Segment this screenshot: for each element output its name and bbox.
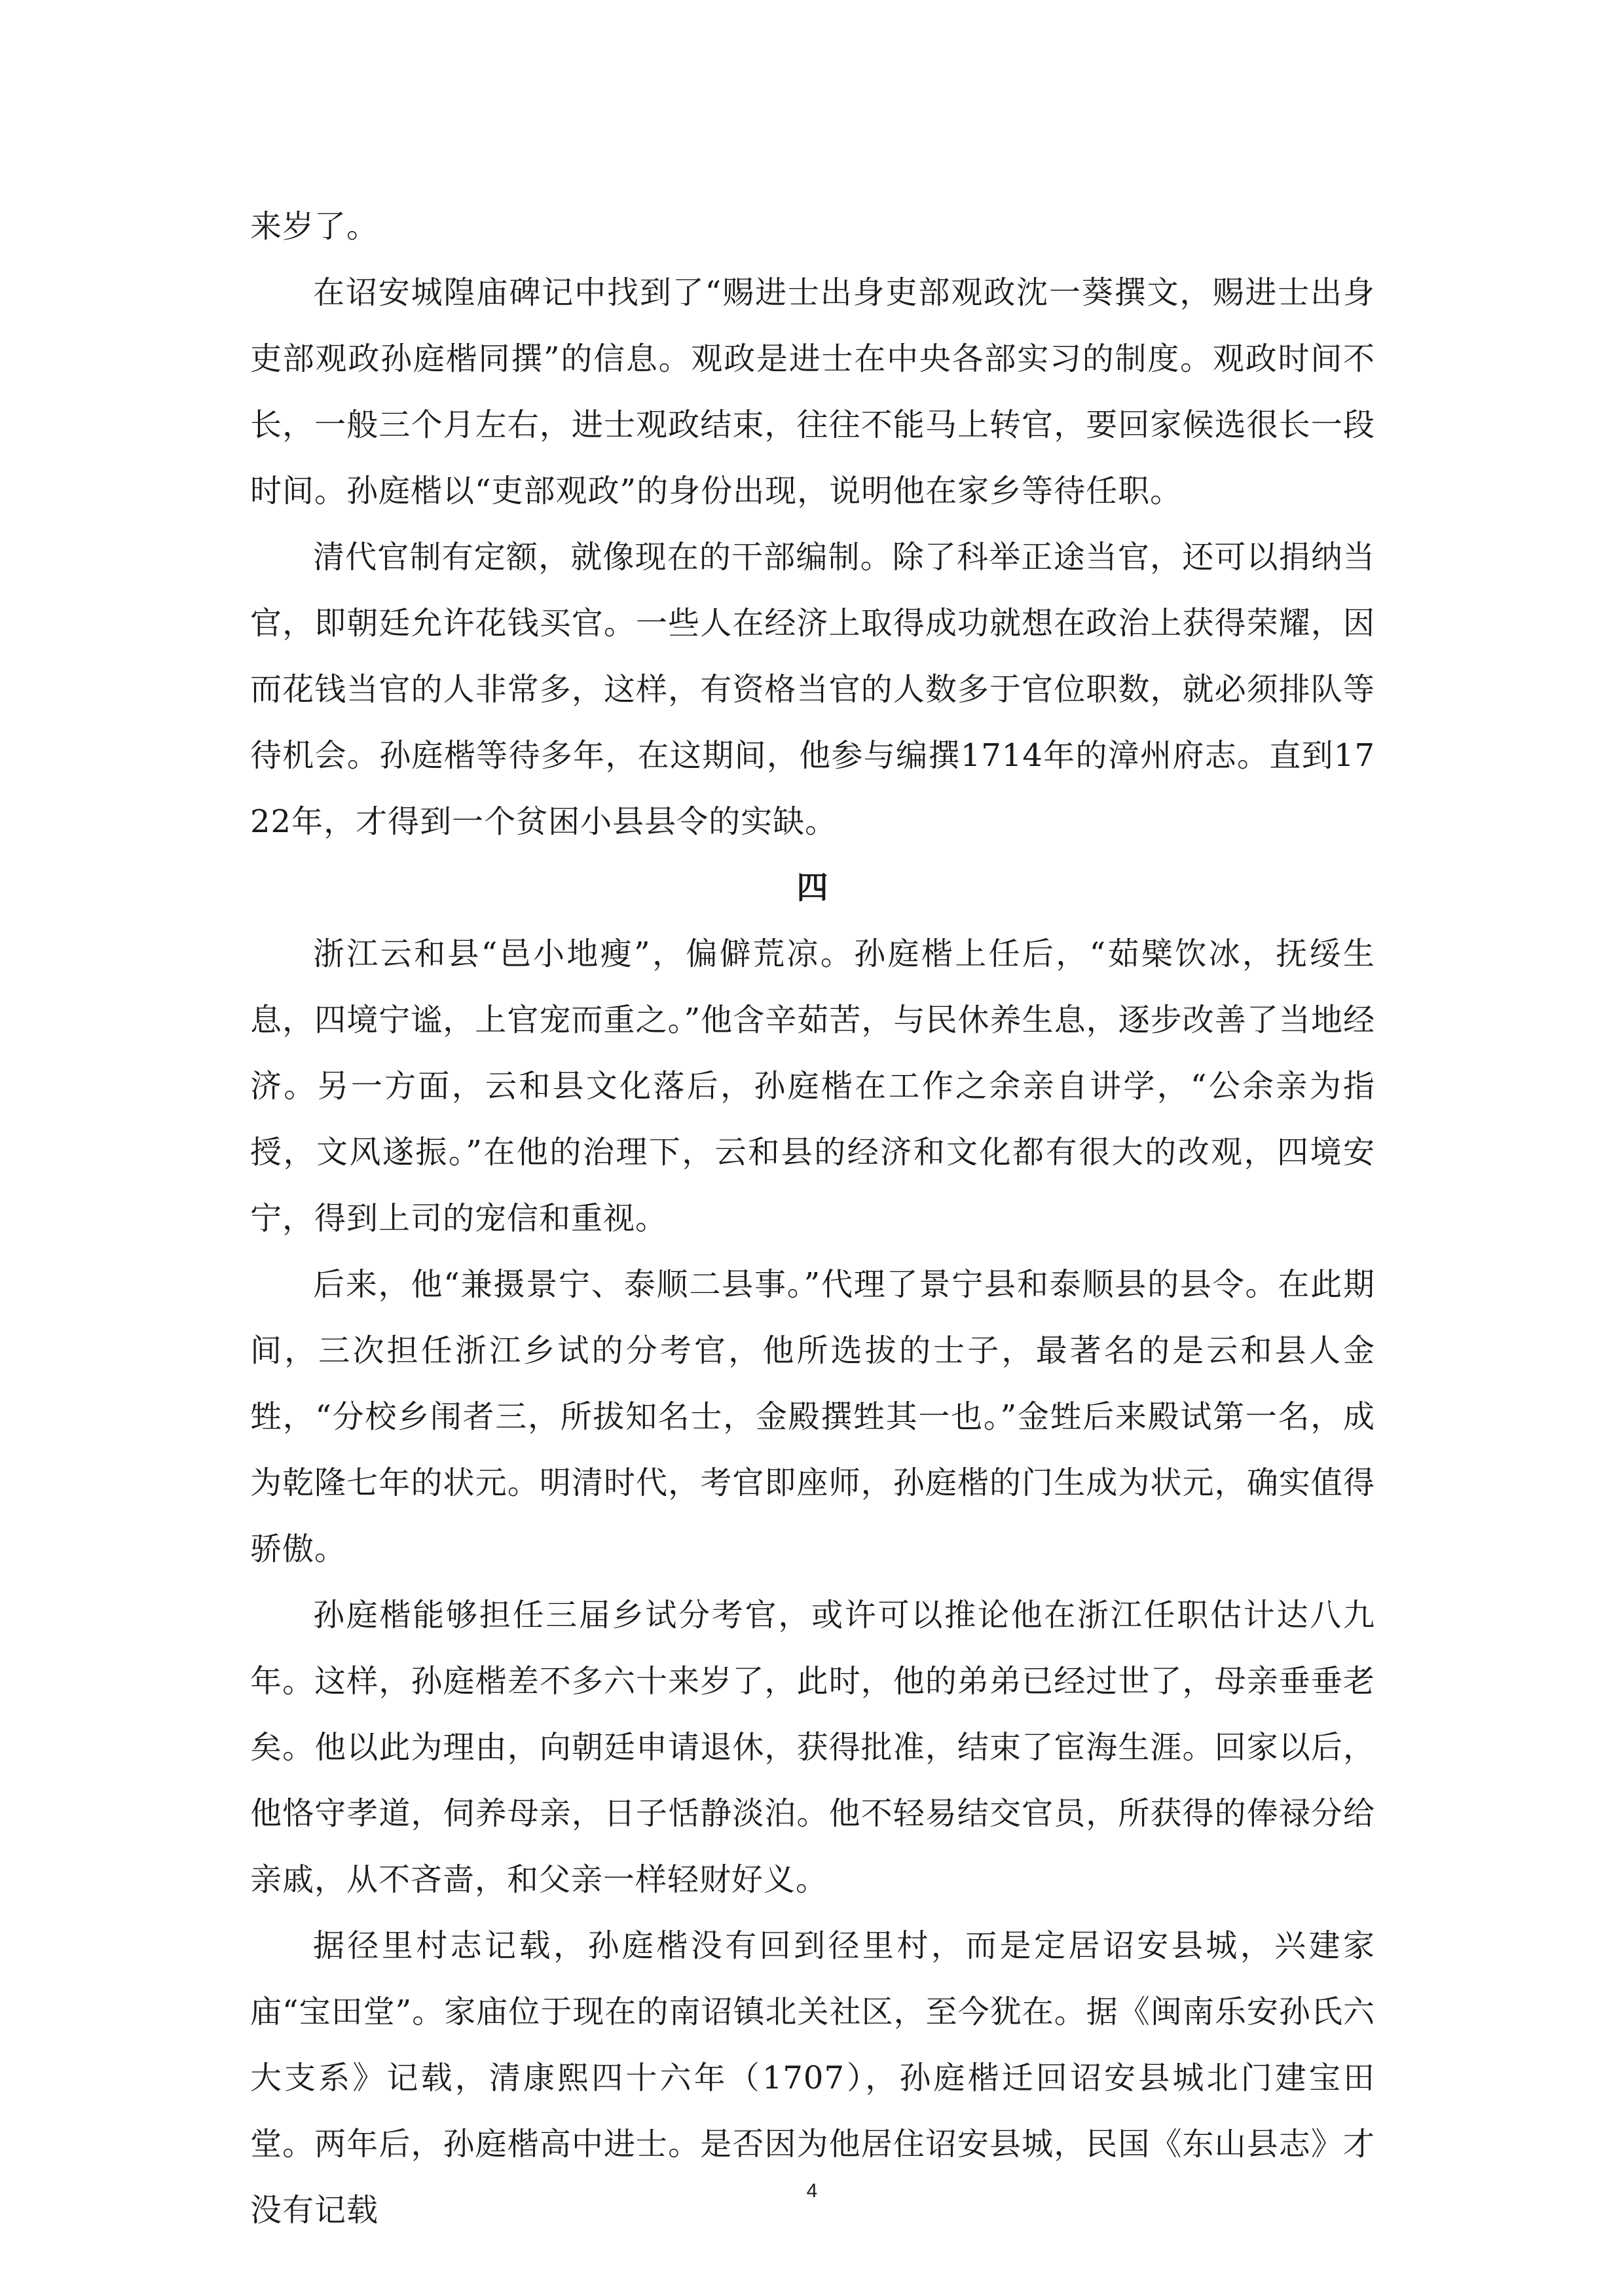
paragraph-family-temple: 据径里村志记载，孙庭楷没有回到径里村，而是定居诏安县城，兴建家庙“宝田堂”。家庙位于现在的南诏镇北关社区，至今犹在。据《闽南乐安孙氏六大支系》记载，清康熙四十六年（1707），孙庭楷迁回诏安县城北门建宝田堂。两年后，孙庭楷高中进士。是否因为他居住诏安县城，民国《东山县志》才没有记载 (250, 1927, 1375, 2229)
body-text (250, 194, 1375, 2244)
section-heading: 四 (796, 869, 829, 906)
paragraph-official-quota: 清代官制有定额，就像现在的干部编制。除了科举正途当官，还可以捐纳当官，即朝廷允许花钱买官。一些人在经济上取得成功就想在政治上获得荣耀，因而花钱当官的人非常多，这样，有资格当官的人数多于官位职数，就必须排队等待机会。孙庭楷等待多年，在这期间，他参与编撰1714年的漳州府志。直到1722年，才得到一个贫困小县县令的实缺。 (250, 539, 1375, 840)
page-number: 4 (806, 2180, 818, 2202)
paragraph-inscription: 在诏安城隍庙碑记中找到了“赐进士出身吏部观政沈一葵撰文，赐进士出身吏部观政孙庭楷同撰”的信息。观政是进士在中央各部实习的制度。观政时间不长，一般三个月左右，进士观政结束，往往不能马上转官，要回家候选很长一段时间。孙庭楷以“吏部观政”的身份出现，说明他在家乡等待任职。 (250, 274, 1375, 509)
paragraph-retirement: 孙庭楷能够担任三届乡试分考官，或许可以推论他在浙江任职估计达八九年。这样，孙庭楷差不多六十来岁了，此时，他的弟弟已经过世了，母亲垂垂老矣。他以此为理由，向朝廷申请退休，获得批准，结束了宦海生涯。回家以后，他恪守孝道，伺养母亲，日子恬静淡泊。他不轻易结交官员，所获得的俸禄分给亲戚，从不吝啬，和父亲一样轻财好义。 (250, 1597, 1375, 1898)
paragraph-continuation: 来岁了。 (250, 208, 379, 245)
paragraph-examiner: 后来，他“兼摄景宁、泰顺二县事。”代理了景宁县和泰顺县的县令。在此期间，三次担任浙江乡试的分考官，他所选拔的士子，最著名的是云和县人金甡，“分校乡闱者三，所拔知名士，金殿撰甡其一也。”金甡后来殿试第一名，成为乾隆七年的状元。明清时代，考官即座师，孙庭楷的门生成为状元，确实值得骄傲。 (250, 1266, 1375, 1567)
paragraph-yunhe-county: 浙江云和县“邑小地瘦”，偏僻荒凉。孙庭楷上任后，“茹檗饮冰，抚绥生息，四境宁谧，上官宠而重之。”他含辛茹苦，与民休养生息，逐步改善了当地经济。另一方面，云和县文化落后，孙庭楷在工作之余亲自讲学，“公余亲为指授，文风遂振。”在他的治理下，云和县的经济和文化都有很大的改观，四境安宁，得到上司的宠信和重视。 (250, 936, 1375, 1237)
